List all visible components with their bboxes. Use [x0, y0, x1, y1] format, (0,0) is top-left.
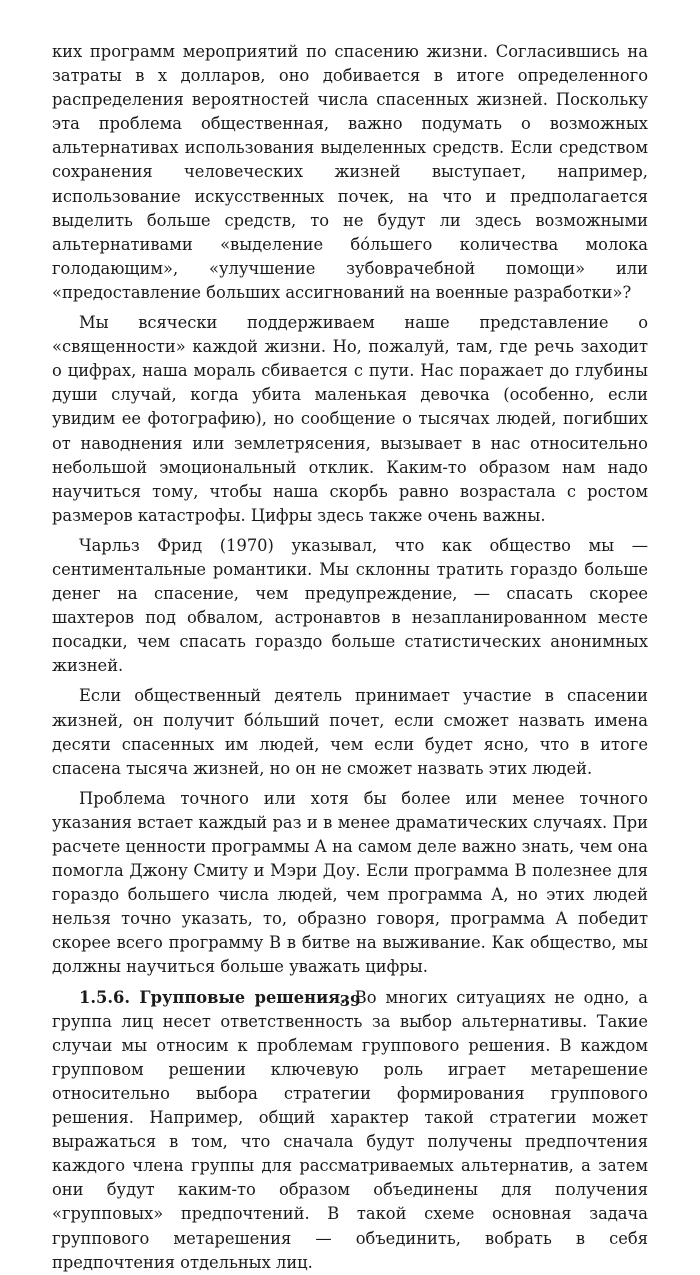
section-text: Во многих ситуациях не одно, а группа лиц несет ответственность за выбор альтернативы. Такие случаи мы относим к проблемам группового решения. В каждом групповом решении ключевую роль играет метарешение относительно выбора стратегии формирования группового решения. Например, общий характер такой стратегии может выражаться в том, что сначала будут получены предпочтения каждого члена группы для рассматриваемых альтернатив, а затем они будут каким-то образом объединены для получения «групповых» предпочтений. В такой схеме основная задача группового метарешения — объединить, вобрать в себя предпочтения отдельных лиц.: [52, 987, 648, 1272]
paragraph-2: Мы всячески поддерживаем наше представление о «священности» каждой жизни. Но, пожалуй, там, где речь заходит о цифрах, наша мораль сбивается с пути. Нас поражает до глубины души случай, когда убита маленькая девочка (особенно, если увидим ее фотографию), но сообщение о тысячах людей, погибших от наводнения или землетрясения, вызывает в нас относительно небольшой эмоциональный отклик. Каким-то образом нам надо научиться тому, чтобы наша скорбь равно возрастала с ростом размеров катастрофы. Цифры здесь также очень важны.: [52, 313, 648, 525]
paragraph-1: ких программ мероприятий по спасению жизни. Согласившись на затраты в x долларов, оно добивается в итоге определенного распределения вероятностей числа спасенных жизней. Поскольку эта проблема общественная, важно подумать о возможных альтернативах использования выделенных средств. Если средством сохранения человеческих жизней выступает, например, использование искусственных почек, на что и предполагается выделить больше средств, то не будут ли здесь возможными альтернативами «выделение бо́льшего количества молока голодающим», «улучшение зубоврачебной помощи» или «предоставление больших ассигнований на военные разработки»?: [52, 42, 648, 302]
section-heading: 1.5.6. Групповые решения.: [79, 987, 346, 1007]
section-paragraph: [52, 986, 648, 1275]
paragraph-3: Чарльз Фрид (1970) указывал, что как общество мы — сентиментальные романтики. Мы склонны тратить гораздо больше денег на спасение, чем предупреждение, — спасать скорее шахтеров под обвалом, астронавтов в незапланированном месте посадки, чем спасать гораздо больше статистических анонимных жизней.: [52, 535, 648, 676]
paragraph-5: Проблема точного или хотя бы более или менее точного указания встает каждый раз и в менее драматических случаях. При расчете ценности программы А на самом деле важно знать, чем она помогла Джону Смиту и Мэри Доу. Если программа В полезнее для гораздо большего числа людей, чем программа А, но этих людей нельзя точно указать, то, образно говоря, программа А победит скорее всего программу В в битве на выживание. Как общество, мы должны научиться больше уважать цифры.: [52, 788, 648, 977]
page-number: 39: [339, 992, 361, 1010]
paragraph-4: Если общественный деятель принимает участие в спасении жизней, он получит бо́льший почет, если сможет назвать имена десяти спасенных им людей, чем если будет ясно, что в итоге спасена тысяча жизней, но он не сможет назвать этих людей.: [52, 686, 648, 778]
